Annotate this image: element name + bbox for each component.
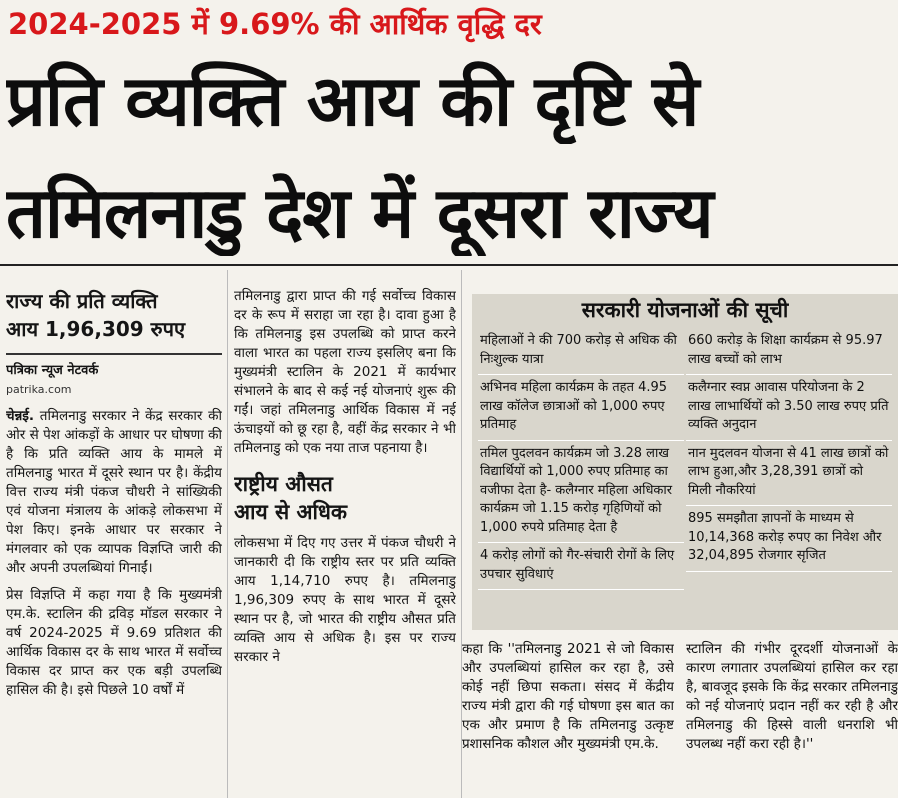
subheadline	[6, 287, 222, 343]
subheading-line: राष्ट्रीय औसत	[234, 472, 333, 496]
scheme-item: कलैग्नार स्वप्न आवास परियोजना के 2 लाख लाभार्थियों को 3.50 लाख रुपए प्रति व्यक्ति अनुदान	[686, 375, 892, 441]
headline-line-1: प्रति व्यक्ति आय की दृष्टि से	[6, 60, 699, 142]
dateline: चेन्नई.	[6, 408, 35, 424]
scheme-item: अभिनव महिला कार्यक्रम के तहत 4.95 लाख कॉलेज छात्राओं को 1,000 रुपए प्रतिमाह	[478, 375, 684, 441]
column-divider	[227, 270, 228, 798]
scheme-item: महिलाओं ने की 700 करोड़ से अधिक की निःशुल्क यात्रा	[478, 328, 684, 375]
paragraph-text: तमिलनाडु सरकार ने केंद्र सरकार की ओर से पेश आंकड़ों के आधार पर घोषणा की है कि प्रति व्यक्ति आय के मामले में तमिलनाडु भारत में दूसरे स्थान पर है। केंद्रीय वित्त राज्य मंत्री पंकज चौधरी ने सांख्यिकी एवं योजना मंत्रालय के आंकड़े लोकसभा में पेश किए। इनके आधार पर सरकार ने मंगलवार को एक व्यापक विज्ञप्ति जारी की और अपनी उपलब्धियां गिनाईं।	[6, 408, 222, 576]
website-credit: patrika.com	[6, 383, 72, 396]
byline: पत्रिका न्यूज नेटवर्क	[6, 353, 222, 380]
article-column-2	[234, 287, 456, 798]
scheme-item: 660 करोड़ के शिक्षा कार्यक्रम से 95.97 लाख बच्चों को लाभ	[686, 328, 892, 375]
subheadline-line: आय 1,96,309 रुपए	[6, 317, 186, 341]
kicker-headline: 2024-2025 में 9.69% की आर्थिक वृद्धि दर	[8, 7, 542, 41]
schemes-box-title: सरकारी योजनाओं की सूची	[581, 298, 789, 322]
article-column-1	[6, 287, 222, 798]
schemes-box	[472, 294, 898, 630]
article-column-3: कहा कि ''तमिलनाडु 2021 से जो विकास और उपलब्धियां हासिल कर रहा है, उसे कोई नहीं छिपा सकता। संसद में केंद्रीय राज्य मंत्री द्वारा की गई घोषणा इस बात का एक और प्रमाण है कि तमिलनाडु उत्कृष्ट प्रशासनिक कौशल और मुख्यमंत्री एम.के.	[462, 641, 674, 752]
scheme-item: नान मुदलवन योजना से 41 लाख छात्रों को लाभ हुआ,और 3,28,391 छात्रों को मिली नौकरियां	[686, 441, 892, 507]
article-paragraph: प्रेस विज्ञप्ति में कहा गया है कि मुख्यमंत्री एम.के. स्टालिन की द्रविड़ मॉडल सरकार ने वर्ष 2024-2025 में 9.69 प्रतिशत की आर्थिक विकास दर के साथ भारत में सर्वोच्च विकास दर प्राप्त कर एक बड़ी उपलब्धि हासिल की है। इसे पिछले 10 वर्षों में	[6, 587, 222, 698]
article-paragraph: लोकसभा में दिए गए उत्तर में पंकज चौधरी ने जानकारी दी कि राष्ट्रीय स्तर पर प्रति व्यक्ति आय 1,14,710 रुपए है। तमिलनाडु 1,96,309 रुपए के साथ भारत में दूसरे स्थान पर है, जो भारत की राष्ट्रीय औसत प्रति व्यक्ति आय से अधिक है। इस पर राज्य सरकार ने	[234, 535, 456, 665]
schemes-list-left	[478, 328, 684, 590]
subheadline-line: राज्य की प्रति व्यक्ति	[6, 289, 158, 313]
article-paragraph	[6, 407, 222, 578]
scheme-item: 895 समझौता ज्ञापनों के माध्यम से 10,14,368 करोड़ रुपए का निवेश और 32,04,895 रोजगार सृजित	[686, 506, 892, 572]
headline-line-2: तमिलनाडु देश में दूसरा राज्य	[6, 172, 713, 254]
scheme-item: तमिल पुदलवन कार्यक्रम जो 3.28 लाख विद्यार्थियों को 1,000 रुपए प्रतिमाह का वजीफा देता है- कलैग्नार महिला अधिकार कार्यक्रम जो 1.15 करोड़ गृहिणियों को 1,000 रुपये प्रतिमाह देता है	[478, 441, 684, 544]
scheme-item: 4 करोड़ लोगों को गैर-संचारी रोगों के लिए उपचार सुविधाएं	[478, 543, 684, 590]
headline-rule	[0, 264, 898, 266]
article-column-4: स्टालिन की गंभीर दूरदर्शी योजनाओं के कारण लगातार उपलब्धियां हासिल कर रहा है, बावजूद इसके कि केंद्र सरकार तमिलनाडु को नई योजनाएं प्रदान नहीं कर रही है और तमिलनाडु की हिस्से वाली धनराशि भी उपलब्ध नहीं करा रही है।''	[686, 641, 898, 752]
subheading-line: आय से अधिक	[234, 500, 347, 524]
schemes-list-right	[686, 328, 892, 572]
article-paragraph: तमिलनाडु द्वारा प्राप्त की गई सर्वोच्च विकास दर के रूप में सराहा जा रहा है। दावा हुआ है कि तमिलनाडु इस उपलब्धि को प्राप्त करने वाला भारत का पहला राज्य इसलिए बना कि मुख्यमंत्री स्टालिन के 2021 में कार्यभार संभालने के बाद से कई नई योजनाएं शुरू की गईं। जहां तमिलनाडु आर्थिक विकास में नई ऊंचाइयों को छू रहा है, वहीं केंद्र सरकार ने भी तमिलनाडु को एक नया ताज पहनाया है।	[234, 288, 456, 456]
section-subheading	[234, 470, 456, 526]
